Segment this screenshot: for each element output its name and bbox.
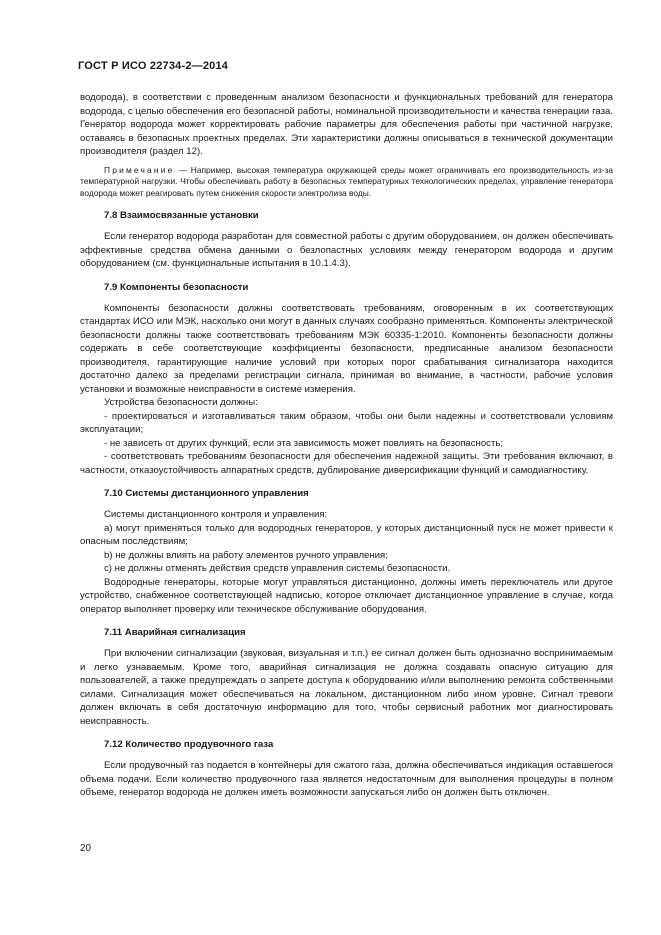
section-7-12-heading: 7.12 Количество продувочного газа [104,739,274,750]
section-7-10-heading: 7.10 Системы дистанционного управления [104,488,309,499]
section-7-9-list-item: - проектироваться и изготавливаться таким образом, чтобы они были надежны и соответствовали условиям эксплуатации; [80,410,613,435]
section-7-10-paragraph: Водородные генераторы, которые могут управляться дистанционно, должны иметь переключатель или другое устройство, снабженное соответствующей надписью, которое отключает дистанционное управление в случае, когда оператор выполняет проверку или техническое обслуживание оборудования. [80,576,613,615]
note-text: — Например, высокая температура окружающей среды может ограничивать его производительность из-за температурной нагрузки. Чтобы обеспечивать работу в безопасных температурных технологических пределах, управление генератора водорода может реагировать путем снижения скорости электролиза воды. [80,164,613,198]
section-7-8-paragraph: Если генератор водорода разработан для совместной работы с другим оборудованием, он должен обеспечивать эффективные средства обмена данными о безлопастных условиях между генератором водорода и другим оборудованием (cм. функциональные испытания в 10.1.4.3). [80,231,613,269]
intro-paragraph: водорода), в соответствии с проведенным анализом безопасности и функциональных требований для генератора водорода, с целью обеспечения его безопасной работы, номинальной производительности и качества генерации газа. Генератор водорода может корректировать рабочие параметры для обеспечения работы при частичной нагрузке, оставаясь в безопасных проектных пределах. Эти характеристики должны описываться в технической документации производителя (раздел 12). [80,92,613,157]
section-7-11-heading: 7.11 Аварийная сигнализация [104,627,246,638]
section-7-10-list-item: a) могут применяться только для водородных генераторов, у которых дистанционный пуск не может привести к опасным последствиям; [80,522,613,547]
section-7-9-paragraph: Устройства безопасности должны: [104,397,258,408]
section-7-8-heading: 7.8 Взаимосвязанные установки [104,210,259,221]
note-label: Примечание [104,164,175,175]
section-7-10-paragraph: Системы дистанционного контроля и управления: [104,509,328,520]
section-7-9-paragraph: Компоненты безопасности должны соответствовать требованиям, оговоренным в их соответствующих стандартах ИСО или МЭК, насколько они могут в данных случаях сообразно применяться. Компоненты электрической безопасности должны также соответствовать требованиям МЭК 60335-1:2010. Компоненты безопасности должны содержать в себе соответствующие коэффициенты безопасности, предписанные анализом безопасности производителя, гарантирующие наличие условий при которых порог срабатывания сигнализатора находится достаточно далеко за пределами регистрации сигнала, принимая во внимание, в частности, рабочие условия установки и возможные неисправности в системе измерения. [80,302,613,395]
section-7-10-list-item: b) не должны влиять на работу элементов ручного управления; [104,549,388,561]
section-7-12-paragraph: Если продувочный газ подается в контейнеры для сжатого газа, должна обеспечиваться индикация оставшегося объема подачи. Если количество продувочного газа является недостаточным для выполнения процедуры в полном объеме, генератор водорода не должен иметь возможности запускаться либо он должен быть отключен. [80,760,613,798]
section-7-11-paragraph: При включении сигнализации (звуковая, визуальная и т.п.) ее сигнал должен быть однозначно воспринимаемым и легко узнаваемым. Кроме того, аварийная сигнализация не должна создавать опасную ситуацию для пользователей, а также предупреждать о запрете доступа к оборудованию и/или выполнению ремонта собственными силами. Сигнализация может обеспечиваться на локальном, дистанционном либо ином уровне. Сигнал тревоги должен включать в себя достаточную информацию для того, чтобы сервисный работник мог диагностировать неисправность. [80,648,613,727]
section-7-9-heading: 7.9 Компоненты безопасности [104,281,249,293]
section-7-10-list-item: c) не должны отменять действия средств управления системы безопасности. [104,563,451,574]
document-body [80,91,613,800]
page-number: 20 [80,843,92,854]
note-paragraph [80,165,613,200]
section-7-9-list-item: - соответствовать требованиям безопасности для обеспечения надежной защиты. Эти требования включают, в частности, отказоустойчивость аппаратных средств, дублирование диверсификации функций и самодиагностику. [80,451,613,476]
document-header: ГОСТ Р ИСО 22734-2—2014 [78,60,229,72]
section-7-9-list-item: - не зависеть от других функций, если эта зависимость может повлиять на безопасность; [104,437,504,449]
